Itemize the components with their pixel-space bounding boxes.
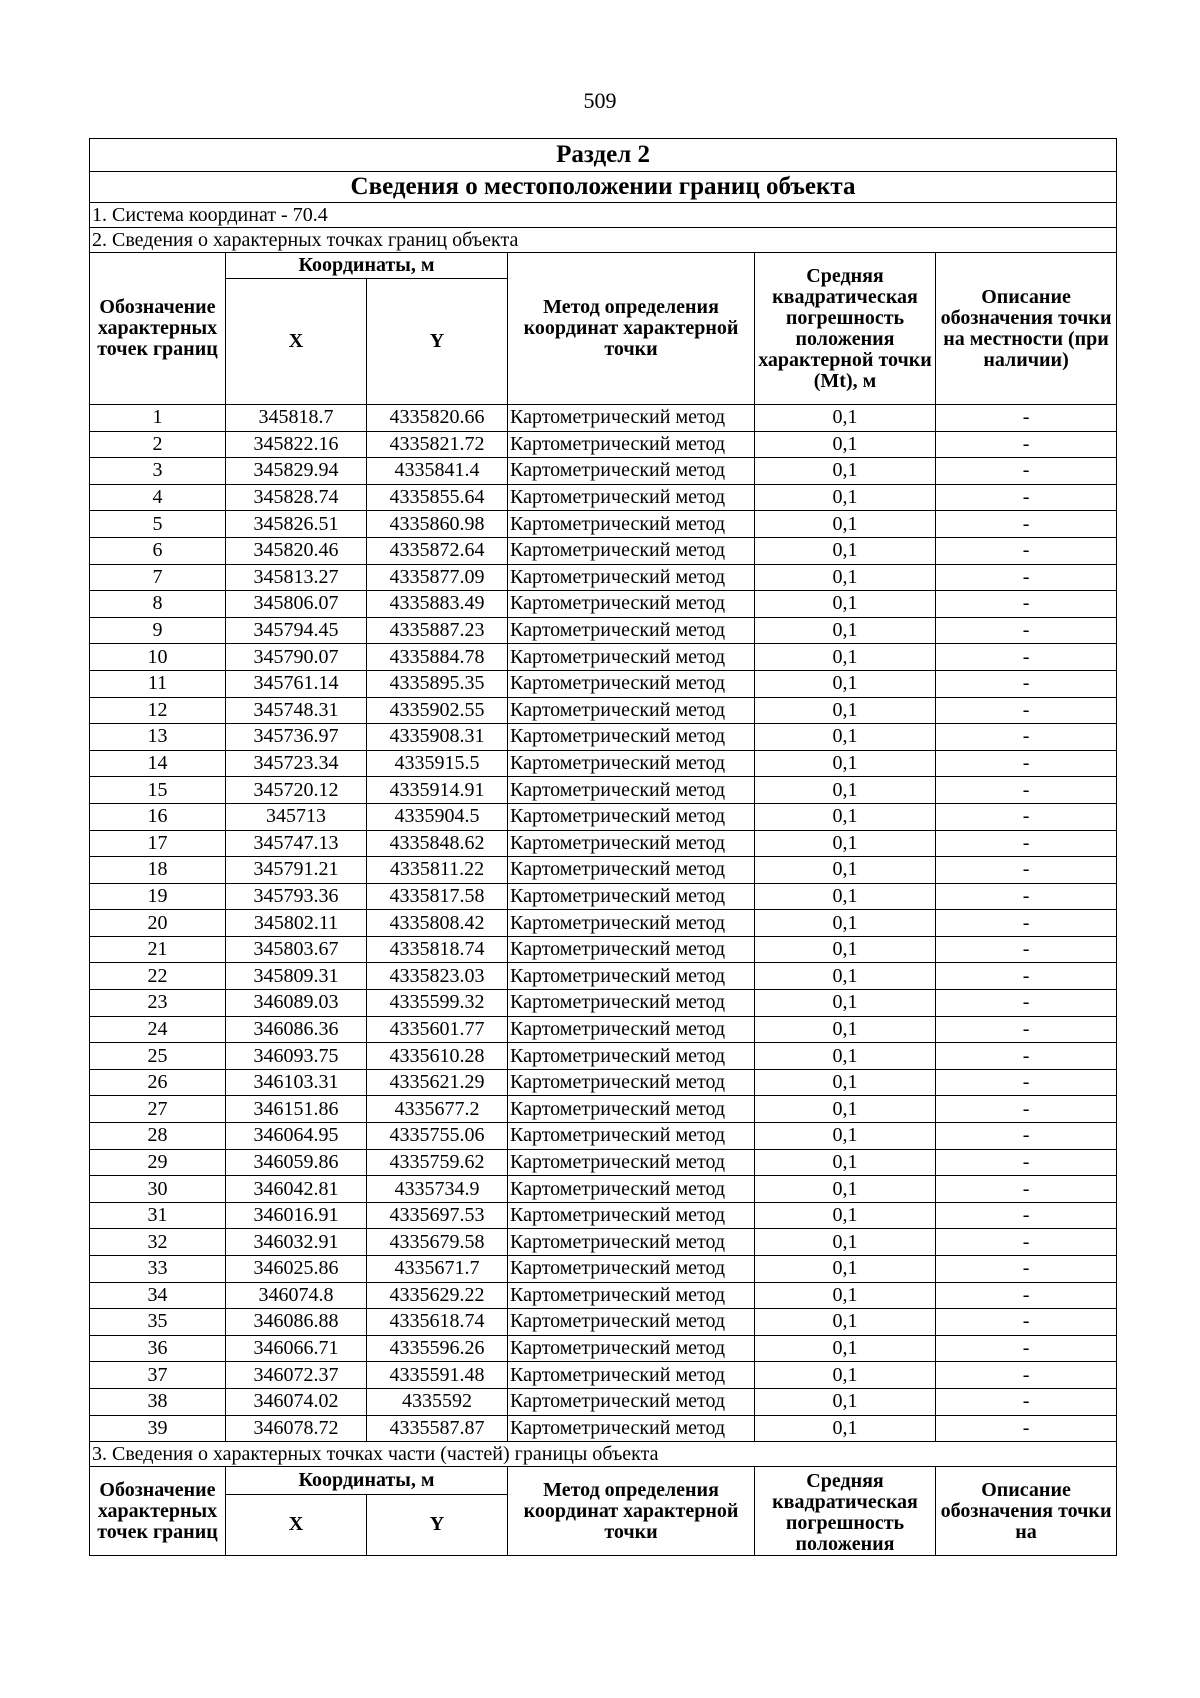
cell-x: 346078.72 xyxy=(226,1415,367,1442)
cell-method: Картометрический метод xyxy=(508,1229,755,1256)
cell-x: 345720.12 xyxy=(226,777,367,804)
cell-point-number: 18 xyxy=(90,857,226,884)
table-row xyxy=(90,1176,1117,1203)
cell-y: 4335677.2 xyxy=(367,1096,508,1123)
table-row xyxy=(90,1415,1117,1442)
cell-description: - xyxy=(936,1362,1117,1389)
cell-point-number: 15 xyxy=(90,777,226,804)
cell-x: 345748.31 xyxy=(226,697,367,724)
cell-point-number: 2 xyxy=(90,431,226,458)
cell-method: Картометрический метод xyxy=(508,1043,755,1070)
cell-method: Картометрический метод xyxy=(508,511,755,538)
table-row xyxy=(90,963,1117,990)
cell-accuracy: 0,1 xyxy=(755,777,936,804)
cell-accuracy: 0,1 xyxy=(755,1176,936,1203)
cell-y: 4335848.62 xyxy=(367,830,508,857)
section-title: Раздел 2 xyxy=(90,139,1117,172)
cell-accuracy: 0,1 xyxy=(755,591,936,618)
cell-method: Картометрический метод xyxy=(508,1282,755,1309)
cell-method: Картометрический метод xyxy=(508,883,755,910)
cell-accuracy: 0,1 xyxy=(755,644,936,671)
cell-point-number: 7 xyxy=(90,564,226,591)
cell-description: - xyxy=(936,1069,1117,1096)
cell-accuracy: 0,1 xyxy=(755,1229,936,1256)
cell-point-number: 30 xyxy=(90,1176,226,1203)
cell-y: 4335821.72 xyxy=(367,431,508,458)
cell-method: Картометрический метод xyxy=(508,750,755,777)
cell-y: 4335860.98 xyxy=(367,511,508,538)
table-row xyxy=(90,1362,1117,1389)
cell-description: - xyxy=(936,564,1117,591)
cell-method: Картометрический метод xyxy=(508,1069,755,1096)
cell-x: 345761.14 xyxy=(226,670,367,697)
cell-accuracy: 0,1 xyxy=(755,750,936,777)
table-row xyxy=(90,1335,1117,1362)
cell-y: 4335587.87 xyxy=(367,1415,508,1442)
boundary-table xyxy=(89,138,1117,1556)
cell-point-number: 29 xyxy=(90,1149,226,1176)
cell-point-number: 6 xyxy=(90,537,226,564)
table-row xyxy=(90,591,1117,618)
cell-point-number: 1 xyxy=(90,405,226,432)
cell-description: - xyxy=(936,1096,1117,1123)
cell-y: 4335734.9 xyxy=(367,1176,508,1203)
cell-accuracy: 0,1 xyxy=(755,724,936,751)
cell-point-number: 27 xyxy=(90,1096,226,1123)
cell-method: Картометрический метод xyxy=(508,936,755,963)
table-row xyxy=(90,936,1117,963)
cell-y: 4335872.64 xyxy=(367,537,508,564)
cell-description: - xyxy=(936,1202,1117,1229)
cell-accuracy: 0,1 xyxy=(755,1362,936,1389)
cell-method: Картометрический метод xyxy=(508,1016,755,1043)
cell-point-number: 31 xyxy=(90,1202,226,1229)
cell-y: 4335596.26 xyxy=(367,1335,508,1362)
cell-accuracy: 0,1 xyxy=(755,537,936,564)
table-row xyxy=(90,750,1117,777)
cell-accuracy: 0,1 xyxy=(755,1096,936,1123)
cell-x: 345813.27 xyxy=(226,564,367,591)
cell-accuracy: 0,1 xyxy=(755,990,936,1017)
table-row xyxy=(90,724,1117,751)
cell-accuracy: 0,1 xyxy=(755,1202,936,1229)
cell-method: Картометрический метод xyxy=(508,1149,755,1176)
cell-y: 4335884.78 xyxy=(367,644,508,671)
cell-description: - xyxy=(936,857,1117,884)
cell-method: Картометрический метод xyxy=(508,830,755,857)
cell-method: Картометрический метод xyxy=(508,1335,755,1362)
cell-accuracy: 0,1 xyxy=(755,1123,936,1150)
table-row xyxy=(90,564,1117,591)
cell-point-number: 5 xyxy=(90,511,226,538)
table-row xyxy=(90,431,1117,458)
cell-description: - xyxy=(936,936,1117,963)
cell-accuracy: 0,1 xyxy=(755,857,936,884)
cell-description: - xyxy=(936,963,1117,990)
cell-point-number: 38 xyxy=(90,1388,226,1415)
cell-accuracy: 0,1 xyxy=(755,1309,936,1336)
cell-y: 4335887.23 xyxy=(367,617,508,644)
cell-y: 4335592 xyxy=(367,1388,508,1415)
cell-x: 346032.91 xyxy=(226,1229,367,1256)
cell-point-number: 28 xyxy=(90,1123,226,1150)
cell-x: 345828.74 xyxy=(226,484,367,511)
cell-y: 4335697.53 xyxy=(367,1202,508,1229)
cell-point-number: 32 xyxy=(90,1229,226,1256)
section-subtitle: Сведения о местоположении границ объекта xyxy=(90,172,1117,203)
cell-y: 4335679.58 xyxy=(367,1229,508,1256)
cell-accuracy: 0,1 xyxy=(755,1149,936,1176)
cell-x: 345818.7 xyxy=(226,405,367,432)
cell-y: 4335621.29 xyxy=(367,1069,508,1096)
cell-point-number: 11 xyxy=(90,670,226,697)
table-row xyxy=(90,617,1117,644)
cell-x: 345791.21 xyxy=(226,857,367,884)
cell-y: 4335820.66 xyxy=(367,405,508,432)
cell-description: - xyxy=(936,1016,1117,1043)
cell-point-number: 8 xyxy=(90,591,226,618)
cell-x: 346151.86 xyxy=(226,1096,367,1123)
cell-y: 4335915.5 xyxy=(367,750,508,777)
cell-x: 346059.86 xyxy=(226,1149,367,1176)
cell-accuracy: 0,1 xyxy=(755,1388,936,1415)
cell-description: - xyxy=(936,830,1117,857)
cell-x: 346016.91 xyxy=(226,1202,367,1229)
cell-point-number: 37 xyxy=(90,1362,226,1389)
cell-point-number: 12 xyxy=(90,697,226,724)
table-row xyxy=(90,1309,1117,1336)
cell-method: Картометрический метод xyxy=(508,1256,755,1283)
table-row xyxy=(90,1202,1117,1229)
cell-x: 345794.45 xyxy=(226,617,367,644)
cell-accuracy: 0,1 xyxy=(755,511,936,538)
cell-x: 345820.46 xyxy=(226,537,367,564)
cell-y: 4335895.35 xyxy=(367,670,508,697)
coordinate-system: 1. Система координат - 70.4 xyxy=(90,203,1117,228)
part-header-description: Описание обозначения точки на xyxy=(936,1467,1117,1556)
cell-accuracy: 0,1 xyxy=(755,883,936,910)
cell-point-number: 20 xyxy=(90,910,226,937)
cell-accuracy: 0,1 xyxy=(755,1043,936,1070)
cell-description: - xyxy=(936,591,1117,618)
cell-point-number: 34 xyxy=(90,1282,226,1309)
cell-y: 4335591.48 xyxy=(367,1362,508,1389)
cell-description: - xyxy=(936,1256,1117,1283)
cell-x: 345806.07 xyxy=(226,591,367,618)
cell-point-number: 26 xyxy=(90,1069,226,1096)
cell-method: Картометрический метод xyxy=(508,1309,755,1336)
cell-y: 4335610.28 xyxy=(367,1043,508,1070)
cell-x: 346089.03 xyxy=(226,990,367,1017)
points-heading: 2. Сведения о характерных точках границ объекта xyxy=(90,228,1117,253)
part-header-x: X xyxy=(226,1494,367,1555)
cell-point-number: 24 xyxy=(90,1016,226,1043)
cell-method: Картометрический метод xyxy=(508,1362,755,1389)
cell-point-number: 16 xyxy=(90,803,226,830)
cell-description: - xyxy=(936,1123,1117,1150)
cell-x: 346066.71 xyxy=(226,1335,367,1362)
cell-y: 4335841.4 xyxy=(367,458,508,485)
cell-x: 346064.95 xyxy=(226,1123,367,1150)
cell-method: Картометрический метод xyxy=(508,1123,755,1150)
cell-description: - xyxy=(936,910,1117,937)
table-row xyxy=(90,458,1117,485)
header-method: Метод определения координат характерной точки xyxy=(508,253,755,405)
cell-accuracy: 0,1 xyxy=(755,1282,936,1309)
cell-method: Картометрический метод xyxy=(508,431,755,458)
cell-point-number: 39 xyxy=(90,1415,226,1442)
cell-point-number: 10 xyxy=(90,644,226,671)
cell-x: 345723.34 xyxy=(226,750,367,777)
cell-point-number: 36 xyxy=(90,1335,226,1362)
cell-method: Картометрический метод xyxy=(508,857,755,884)
cell-x: 346074.8 xyxy=(226,1282,367,1309)
cell-description: - xyxy=(936,1388,1117,1415)
cell-x: 346086.36 xyxy=(226,1016,367,1043)
cell-method: Картометрический метод xyxy=(508,910,755,937)
cell-y: 4335877.09 xyxy=(367,564,508,591)
table-row xyxy=(90,1388,1117,1415)
cell-description: - xyxy=(936,670,1117,697)
part-header-y: Y xyxy=(367,1494,508,1555)
cell-x: 345829.94 xyxy=(226,458,367,485)
table-row xyxy=(90,1016,1117,1043)
table-row xyxy=(90,697,1117,724)
table-row xyxy=(90,405,1117,432)
cell-y: 4335823.03 xyxy=(367,963,508,990)
cell-accuracy: 0,1 xyxy=(755,1335,936,1362)
cell-accuracy: 0,1 xyxy=(755,1016,936,1043)
cell-description: - xyxy=(936,1335,1117,1362)
cell-method: Картометрический метод xyxy=(508,617,755,644)
cell-x: 346074.02 xyxy=(226,1388,367,1415)
cell-y: 4335855.64 xyxy=(367,484,508,511)
table-row xyxy=(90,1096,1117,1123)
cell-description: - xyxy=(936,511,1117,538)
cell-x: 345793.36 xyxy=(226,883,367,910)
cell-accuracy: 0,1 xyxy=(755,670,936,697)
cell-x: 345802.11 xyxy=(226,910,367,937)
cell-point-number: 19 xyxy=(90,883,226,910)
table-row xyxy=(90,1123,1117,1150)
cell-accuracy: 0,1 xyxy=(755,484,936,511)
cell-accuracy: 0,1 xyxy=(755,830,936,857)
cell-method: Картометрический метод xyxy=(508,591,755,618)
table-row xyxy=(90,1043,1117,1070)
part-header-accuracy: Средняя квадратическая погрешность положения xyxy=(755,1467,936,1556)
cell-x: 345713 xyxy=(226,803,367,830)
part-header-coordinates: Координаты, м xyxy=(226,1467,508,1495)
cell-accuracy: 0,1 xyxy=(755,1256,936,1283)
cell-method: Картометрический метод xyxy=(508,564,755,591)
header-accuracy: Средняя квадратическая погрешность положения характерной точки (Мt), м xyxy=(755,253,936,405)
cell-accuracy: 0,1 xyxy=(755,963,936,990)
cell-accuracy: 0,1 xyxy=(755,405,936,432)
cell-x: 346086.88 xyxy=(226,1309,367,1336)
cell-y: 4335755.06 xyxy=(367,1123,508,1150)
cell-description: - xyxy=(936,697,1117,724)
table-row xyxy=(90,511,1117,538)
cell-x: 346103.31 xyxy=(226,1069,367,1096)
cell-accuracy: 0,1 xyxy=(755,910,936,937)
cell-description: - xyxy=(936,803,1117,830)
cell-description: - xyxy=(936,750,1117,777)
cell-y: 4335618.74 xyxy=(367,1309,508,1336)
cell-point-number: 23 xyxy=(90,990,226,1017)
cell-accuracy: 0,1 xyxy=(755,1415,936,1442)
part-header-method: Метод определения координат характерной точки xyxy=(508,1467,755,1556)
points-rows xyxy=(90,405,1117,1442)
cell-accuracy: 0,1 xyxy=(755,1069,936,1096)
page-number: 509 xyxy=(583,88,617,113)
cell-description: - xyxy=(936,644,1117,671)
cell-y: 4335883.49 xyxy=(367,591,508,618)
cell-method: Картометрический метод xyxy=(508,1096,755,1123)
cell-x: 346093.75 xyxy=(226,1043,367,1070)
cell-x: 345747.13 xyxy=(226,830,367,857)
table-row xyxy=(90,670,1117,697)
cell-accuracy: 0,1 xyxy=(755,936,936,963)
cell-method: Картометрический метод xyxy=(508,670,755,697)
header-x: X xyxy=(226,279,367,405)
table-row xyxy=(90,883,1117,910)
cell-accuracy: 0,1 xyxy=(755,697,936,724)
table-row xyxy=(90,857,1117,884)
cell-method: Картометрический метод xyxy=(508,1176,755,1203)
cell-y: 4335808.42 xyxy=(367,910,508,937)
cell-x: 345736.97 xyxy=(226,724,367,751)
table-row xyxy=(90,803,1117,830)
cell-accuracy: 0,1 xyxy=(755,431,936,458)
cell-description: - xyxy=(936,617,1117,644)
cell-description: - xyxy=(936,458,1117,485)
cell-method: Картометрический метод xyxy=(508,803,755,830)
cell-point-number: 21 xyxy=(90,936,226,963)
cell-y: 4335904.5 xyxy=(367,803,508,830)
table-row xyxy=(90,830,1117,857)
table-row xyxy=(90,910,1117,937)
cell-method: Картометрический метод xyxy=(508,644,755,671)
cell-description: - xyxy=(936,1229,1117,1256)
cell-accuracy: 0,1 xyxy=(755,458,936,485)
cell-method: Картометрический метод xyxy=(508,458,755,485)
cell-y: 4335601.77 xyxy=(367,1016,508,1043)
table-row xyxy=(90,644,1117,671)
table-row xyxy=(90,1229,1117,1256)
header-y: Y xyxy=(367,279,508,405)
cell-method: Картометрический метод xyxy=(508,1388,755,1415)
cell-method: Картометрический метод xyxy=(508,963,755,990)
cell-x: 345822.16 xyxy=(226,431,367,458)
table-row xyxy=(90,484,1117,511)
cell-description: - xyxy=(936,1043,1117,1070)
cell-method: Картометрический метод xyxy=(508,484,755,511)
cell-point-number: 33 xyxy=(90,1256,226,1283)
header-coordinates: Координаты, м xyxy=(226,253,508,279)
part-header-point-designation: Обозначение характерных точек границ xyxy=(90,1467,226,1556)
cell-x: 345826.51 xyxy=(226,511,367,538)
cell-y: 4335908.31 xyxy=(367,724,508,751)
cell-method: Картометрический метод xyxy=(508,1415,755,1442)
cell-method: Картометрический метод xyxy=(508,777,755,804)
cell-accuracy: 0,1 xyxy=(755,564,936,591)
cell-point-number: 13 xyxy=(90,724,226,751)
cell-method: Картометрический метод xyxy=(508,537,755,564)
cell-description: - xyxy=(936,990,1117,1017)
cell-point-number: 17 xyxy=(90,830,226,857)
cell-x: 345803.67 xyxy=(226,936,367,963)
cell-description: - xyxy=(936,1282,1117,1309)
cell-point-number: 3 xyxy=(90,458,226,485)
header-point-designation: Обозначение характерных точек границ xyxy=(90,253,226,405)
cell-accuracy: 0,1 xyxy=(755,803,936,830)
cell-description: - xyxy=(936,1309,1117,1336)
cell-description: - xyxy=(936,537,1117,564)
cell-description: - xyxy=(936,777,1117,804)
parts-heading: 3. Сведения о характерных точках части (частей) границы объекта xyxy=(90,1442,1117,1467)
cell-y: 4335629.22 xyxy=(367,1282,508,1309)
cell-x: 346025.86 xyxy=(226,1256,367,1283)
table-row xyxy=(90,537,1117,564)
cell-y: 4335811.22 xyxy=(367,857,508,884)
cell-point-number: 4 xyxy=(90,484,226,511)
table-row xyxy=(90,777,1117,804)
cell-description: - xyxy=(936,484,1117,511)
table-row xyxy=(90,1256,1117,1283)
cell-point-number: 22 xyxy=(90,963,226,990)
cell-method: Картометрический метод xyxy=(508,990,755,1017)
cell-description: - xyxy=(936,431,1117,458)
cell-description: - xyxy=(936,883,1117,910)
cell-method: Картометрический метод xyxy=(508,724,755,751)
cell-x: 346072.37 xyxy=(226,1362,367,1389)
cell-y: 4335818.74 xyxy=(367,936,508,963)
cell-y: 4335599.32 xyxy=(367,990,508,1017)
cell-point-number: 14 xyxy=(90,750,226,777)
cell-method: Картометрический метод xyxy=(508,697,755,724)
table-row xyxy=(90,990,1117,1017)
header-description: Описание обозначения точки на местности (при наличии) xyxy=(936,253,1117,405)
cell-method: Картометрический метод xyxy=(508,405,755,432)
cell-y: 4335914.91 xyxy=(367,777,508,804)
cell-point-number: 25 xyxy=(90,1043,226,1070)
cell-description: - xyxy=(936,1149,1117,1176)
cell-point-number: 9 xyxy=(90,617,226,644)
cell-description: - xyxy=(936,724,1117,751)
table-row xyxy=(90,1282,1117,1309)
cell-y: 4335759.62 xyxy=(367,1149,508,1176)
cell-accuracy: 0,1 xyxy=(755,617,936,644)
cell-point-number: 35 xyxy=(90,1309,226,1336)
cell-x: 345809.31 xyxy=(226,963,367,990)
cell-y: 4335817.58 xyxy=(367,883,508,910)
cell-y: 4335902.55 xyxy=(367,697,508,724)
table-row xyxy=(90,1149,1117,1176)
cell-x: 346042.81 xyxy=(226,1176,367,1203)
cell-y: 4335671.7 xyxy=(367,1256,508,1283)
cell-description: - xyxy=(936,1176,1117,1203)
cell-method: Картометрический метод xyxy=(508,1202,755,1229)
cell-description: - xyxy=(936,1415,1117,1442)
cell-x: 345790.07 xyxy=(226,644,367,671)
cell-description: - xyxy=(936,405,1117,432)
table-row xyxy=(90,1069,1117,1096)
